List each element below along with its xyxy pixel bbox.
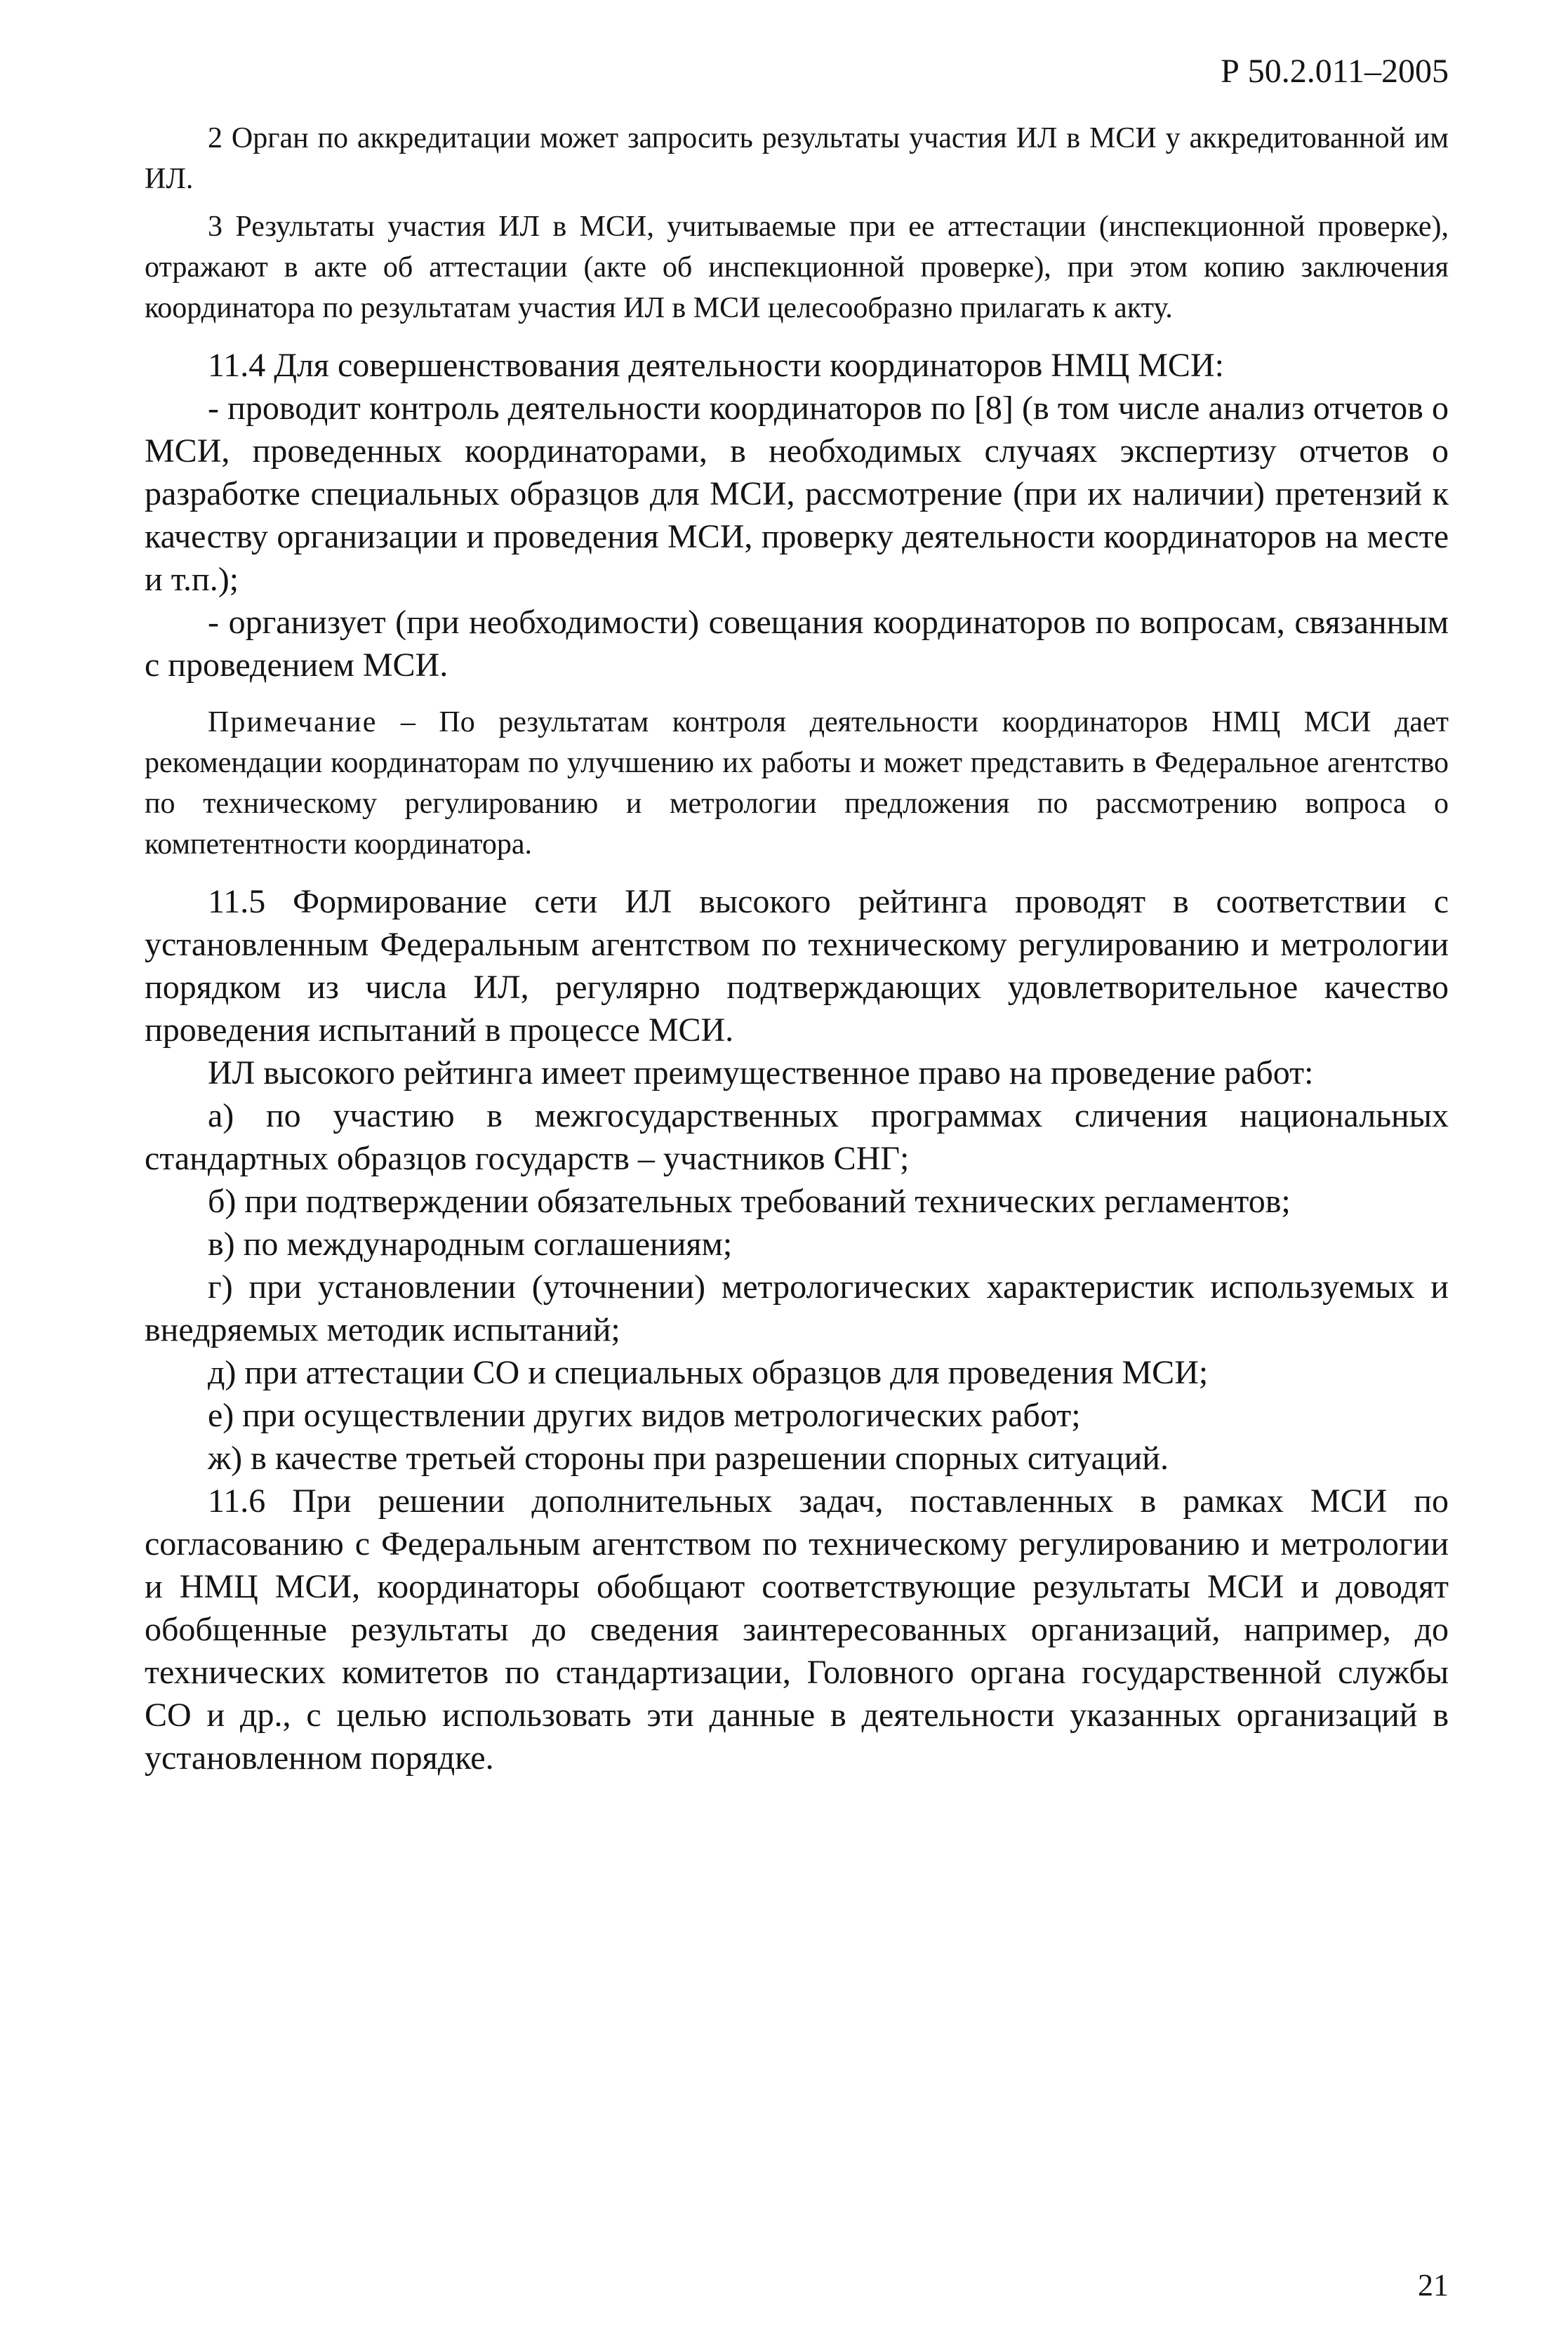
list-item-g: г) при установлении (уточнении) метрологических характеристик используемых и внедряемых методик испытаний; [145, 1268, 1449, 1348]
section-11-4-item-2: - организует (при необходимости) совещания координаторов по вопросам, связанным с проведением МСИ. [145, 604, 1449, 684]
list-item-v: в) по международным соглашениям; [208, 1226, 733, 1263]
section-11-4-heading: 11.4 Для совершенствования деятельности координаторов НМЦ МСИ: [208, 347, 1224, 384]
list-item-zh: ж) в качестве третьей стороны при разрешении спорных ситуаций. [208, 1440, 1169, 1477]
note-text: – По результатам контроля деятельности координаторов НМЦ МСИ дает рекомендации координаторам по улучшению их работы и может представить в Федеральное агентство по техническому регулированию и метрологии предложения по рассмотрению вопроса о компетентности координатора. [145, 706, 1449, 861]
note-3: 3 Результаты участия ИЛ в МСИ, учитываемые при ее аттестации (инспекционной проверке), отражают в акте об аттестации (акте об инспекционной проверке), при этом копию заключения координатора по результатам участия ИЛ в МСИ целесообразно прилагать к акту. [145, 211, 1449, 324]
section-11-4-note [145, 702, 1449, 865]
list-item-b: б) при подтверждении обязательных требований технических регламентов; [208, 1183, 1291, 1220]
page-number: 21 [1418, 2268, 1449, 2302]
section-11-5-para-2: ИЛ высокого рейтинга имеет преимущественное право на проведение работ: [208, 1054, 1314, 1091]
list-item-a: а) по участию в межгосударственных программах сличения национальных стандартных образцов государств – участников СНГ; [145, 1097, 1449, 1177]
note-2: 2 Орган по аккредитации может запросить результаты участия ИЛ в МСИ у аккредитованной им ИЛ. [145, 122, 1449, 195]
list-item-e: е) при осуществлении других видов метрологических работ; [208, 1397, 1081, 1434]
section-11-6-para: 11.6 При решении дополнительных задач, поставленных в рамках МСИ по согласованию с Федеральным агентством по техническому регулированию и метрологии и НМЦ МСИ, координаторы обобщают соответствующие результаты МСИ и доводят обобщенные результаты до сведения заинтересованных организаций, например, до технических комитетов по стандартизации, Головного органа государственной службы СО и др., с целью использовать эти данные в деятельности указанных организаций в установленном порядке. [145, 1482, 1449, 1777]
list-item-d: д) при аттестации СО и специальных образцов для проведения МСИ; [208, 1354, 1209, 1391]
note-label: Примечание [208, 706, 378, 738]
page-body [145, 118, 1449, 1779]
section-11-5-para-1: 11.5 Формирование сети ИЛ высокого рейтинга проводят в соответствии с установленным Федеральным агентством по техническому регулированию и метрологии порядком из числа ИЛ, регулярно подтверждающих удовлетворительное качество проведения испытаний в процессе МСИ. [145, 883, 1449, 1049]
document-code: Р 50.2.011–2005 [1221, 53, 1449, 90]
section-11-4-item-1: - проводит контроль деятельности координаторов по [8] (в том числе анализ отчетов о МСИ, проведенных координаторами, в необходимых случаях экспертизу отчетов о разработке специальных образцов для МСИ, рассмотрение (при их наличии) претензий к качеству организации и проведения МСИ, проверку деятельности координаторов на месте и т.п.); [145, 390, 1449, 598]
